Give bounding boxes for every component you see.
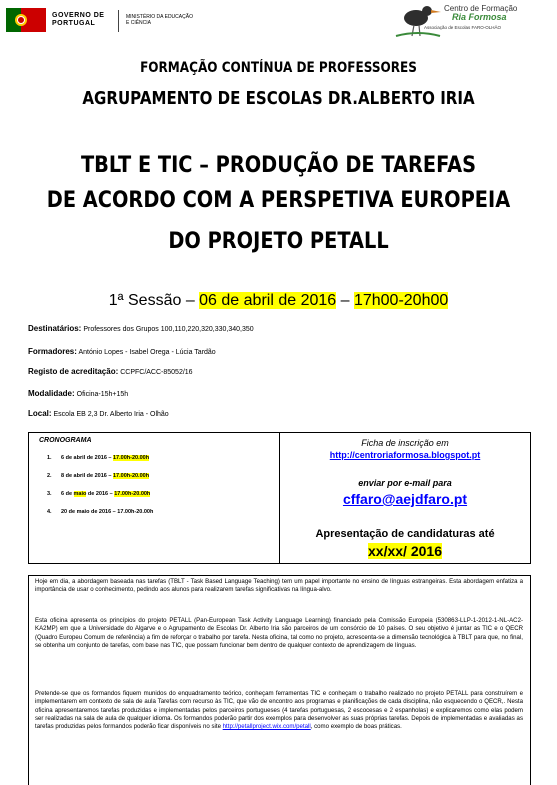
training-center-name: Centro de Formação xyxy=(444,4,518,13)
info-formadores: Formadores: António Lopes - Isabel Orega - Lúcia Tardão xyxy=(28,347,216,356)
bird-logo-icon xyxy=(394,2,442,38)
cronograma-box xyxy=(28,432,280,564)
deadline-wrap xyxy=(280,543,530,561)
session-time: 17h00-20h00 xyxy=(353,292,449,309)
description-box xyxy=(28,575,531,785)
cronograma-item: 3. 6 de maio de 2016 – 17.00h-20.00h xyxy=(47,491,151,497)
email-link[interactable]: cffaro@aejdfaro.pt xyxy=(342,491,468,507)
session-date: 06 de abril de 2016 xyxy=(199,292,337,309)
main-title-line2: DE ACORDO COM A PERSPETIVA EUROPEIA xyxy=(46,187,511,213)
paragraph-intro: Hoje em dia, a abordagem baseada nas tarefas (TBLT - Task Based Language Teaching) tem um papel importante no ensino de línguas estrangeiras. Esta abordagem enfatiza a importância de usar o conhecimento, pedindo aos alunos para realizarem tarefas significativas na língua-alvo. xyxy=(35,578,523,594)
paragraph-objectives: Pretende-se que os formandos fiquem munidos do enquadramento teórico, conheçam ferramentas TIC e conheçam o trabalho realizado no projeto PETALL para construírem e implementarem em contexto de sala de aula Tarefas com recurso às TIC, que vão de encontro aos programas e planificações de cada disciplina, não esquecendo o QECR,. Nesta oficina apresentaremos tarefas produzidas e implementadas pelos parceiros portugueses (4 tarefas portuguesas, 2 escocesas e 2 espanholas) e explicaremos como elas podem ser realizadas na sala de aula de qualquer idioma. Os formandos poderão partir dos exemplos para desenvolver as suas próprias tarefas. Depois de implementadas e avaliadas as tarefas produzidas pelos formandos poderão ficar disponíveis no site http://petallproject.wix.com/petall, como exemplo de boas práticas. xyxy=(35,690,523,731)
cronograma-item: 1. 6 de abril de 2016 – 17.00h-20.00h xyxy=(47,455,150,461)
email-label: enviar por e-mail para xyxy=(358,478,452,488)
petall-link[interactable]: http://petallproject.wix.com/petall xyxy=(222,723,311,731)
cronograma-title: CRONOGRAMA xyxy=(39,437,92,444)
training-center-place: Ria Formosa xyxy=(452,12,507,22)
main-title-line3: DO PROJETO PETALL xyxy=(168,228,389,254)
main-title-line1: TBLT E TIC – PRODUÇÃO DE TAREFAS xyxy=(80,152,477,178)
session-prefix: 1ª Sessão – xyxy=(108,292,200,309)
title-formacao: FORMAÇÃO CONTÍNUA DE PROFESSORES xyxy=(140,60,417,76)
ministry-text: MINISTÉRIO DA EDUCAÇÃO E CIÊNCIA xyxy=(126,14,193,26)
session-line xyxy=(0,292,557,310)
candidaturas-label: Apresentação de candidaturas até xyxy=(315,528,495,540)
government-logo-text: GOVERNO DE PORTUGAL xyxy=(52,12,105,27)
info-local: Local: Escola EB 2,3 Dr. Alberto Iria - Olhão xyxy=(28,409,169,418)
cronograma-item: 4. 20 de maio de 2016 – 17.00h-20.00h xyxy=(47,509,154,515)
info-modalidade: Modalidade: Oficina-15h+15h xyxy=(28,389,129,398)
portugal-flag-icon xyxy=(6,8,46,32)
deadline-date: xx/xx/ 2016 xyxy=(368,543,442,559)
inscricao-title: Ficha de inscrição em xyxy=(361,438,449,448)
session-dash: – xyxy=(336,292,354,309)
blog-link[interactable]: http://centroriaformosa.blogspot.pt xyxy=(329,450,481,460)
title-agrupamento: AGRUPAMENTO DE ESCOLAS DR.ALBERTO IRIA xyxy=(82,89,475,109)
info-registo: Registo de acreditação: CCPFC/ACC-85052/16 xyxy=(28,367,193,376)
info-destinatarios: Destinatários: Professores dos Grupos 100,110,220,320,330,340,350 xyxy=(28,324,254,333)
logo-divider xyxy=(118,10,119,32)
cronograma-item: 2. 8 de abril de 2016 – 17.00h-20.00h xyxy=(47,473,150,479)
training-center-association: Associação de Escolas FARO-OLHÃO xyxy=(424,25,502,30)
inscricao-box xyxy=(279,432,531,564)
paragraph-project: Esta oficina apresenta os princípios do projeto PETALL (Pan-European Task Activity Language Learning) financiado pela Comissão Europeia (530863-LLP-1-2012-1-NL-AC2-KA2MP) em que a Universidade do Algarve e o Agrupamento de Escolas Dr. Alberto Iria são parceiros de um consórcio de 10 países. O seu objetivo é juntar as TIC e o QECR (Quadro Europeu Comum de referência) a fim de reforçar o trabalho por tarefa. Nesta oficina, tal como no projeto, acrescenta-se a dimensão tecnológica à TBLT para que, no final, se obtenha um conjunto de tarefas, com base nas TIC, que possam funcionar bem dentro de qualquer contexto de aprendizagem de línguas. xyxy=(35,617,523,649)
